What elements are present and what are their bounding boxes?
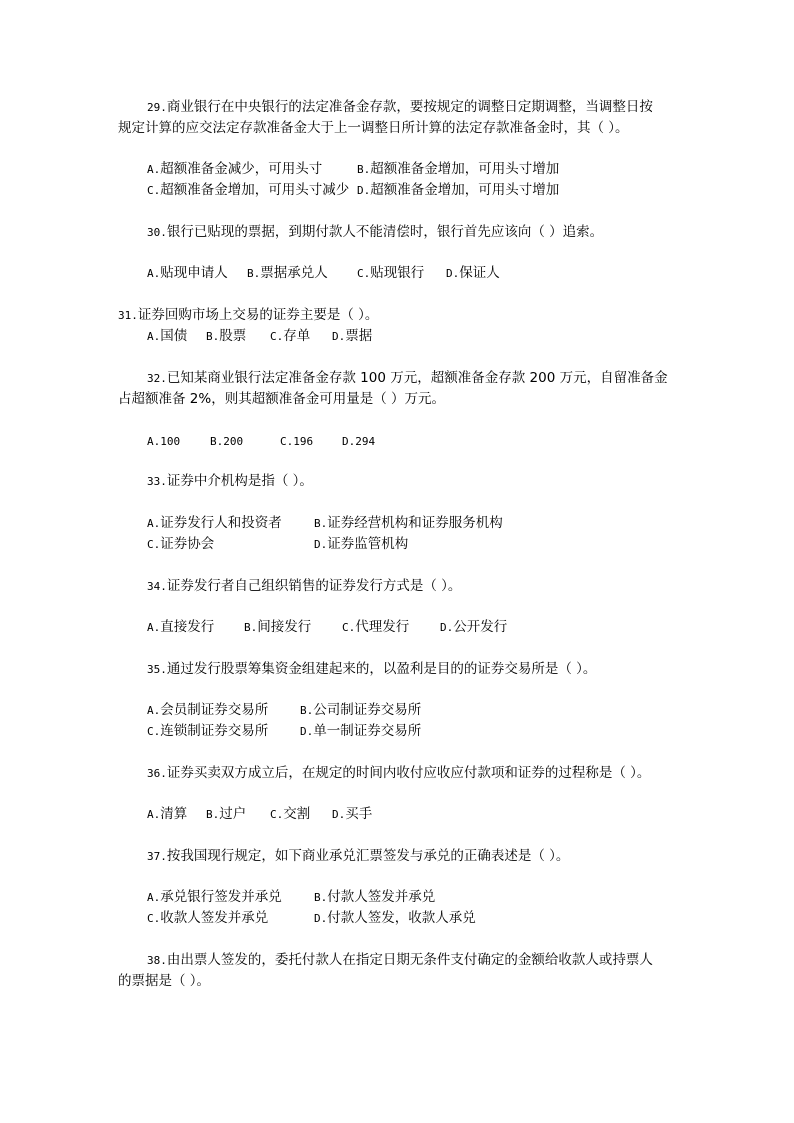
question-number: 38. bbox=[147, 954, 167, 967]
option-c: C.收款人签发并承兑 bbox=[147, 910, 269, 926]
option-a: A.承兑银行签发并承兑 bbox=[147, 889, 282, 905]
question-number: 36. bbox=[147, 767, 167, 780]
stem-line: 的票据是（ ）。 bbox=[118, 973, 211, 989]
stem-line: 占超额准备 2%，则其超额准备金可用量是（ ）万元。 bbox=[118, 391, 445, 407]
question-stem bbox=[147, 659, 596, 680]
question-number: 37. bbox=[147, 850, 167, 863]
option-c: C.超额准备金增加，可用头寸减少 bbox=[147, 182, 350, 198]
option-c: C.存单 bbox=[270, 328, 311, 344]
stem-line: 规定计算的应交法定存款准备金大于上一调整日所计算的法定存款准备金时，其（ ）。 bbox=[118, 120, 629, 136]
question-number: 30. bbox=[147, 226, 167, 239]
question-stem bbox=[147, 846, 569, 867]
stem-line: 按我国现行规定，如下商业承兑汇票签发与承兑的正确表述是（ ）。 bbox=[166, 848, 570, 864]
question-number: 33. bbox=[147, 475, 167, 488]
option-b: B.股票 bbox=[206, 328, 247, 344]
stem-line: 商业银行在中央银行的法定准备金存款，要按规定的调整日定期调整，当调整日按 bbox=[166, 99, 653, 115]
question-number: 34. bbox=[147, 580, 167, 593]
question-stem bbox=[147, 950, 653, 971]
option-a: A.会员制证券交易所 bbox=[147, 702, 269, 718]
option-c: C.代理发行 bbox=[342, 619, 410, 635]
stem-line: 已知某商业银行法定准备金存款 100 万元，超额准备金存款 200 万元，自留准备金 bbox=[166, 370, 668, 386]
option-c: C.连锁制证券交易所 bbox=[147, 723, 269, 739]
option-b: B.200 bbox=[210, 435, 244, 448]
question-number: 29. bbox=[147, 101, 167, 114]
question-stem bbox=[118, 305, 378, 326]
question-stem bbox=[147, 763, 650, 784]
option-a: A.证券发行人和投资者 bbox=[147, 515, 282, 531]
stem-line: 证券回购市场上交易的证券主要是（ ）。 bbox=[137, 307, 379, 323]
question-stem bbox=[147, 97, 653, 118]
stem-line: 通过发行股票筹集资金组建起来的，以盈利是目的的证券交易所是（ ）。 bbox=[166, 661, 597, 677]
option-a: A.100 bbox=[147, 435, 181, 448]
option-d: D.付款人签发，收款人承兑 bbox=[314, 910, 476, 926]
option-b: B.证券经营机构和证券服务机构 bbox=[314, 515, 503, 531]
option-d: D.买手 bbox=[332, 806, 373, 822]
stem-line: 由出票人签发的，委托付款人在指定日期无条件支付确定的金额给收款人或持票人 bbox=[166, 952, 653, 968]
option-c: C.交割 bbox=[270, 806, 311, 822]
option-a: A.清算 bbox=[147, 806, 188, 822]
option-b: B.付款人签发并承兑 bbox=[314, 889, 436, 905]
stem-line: 证券发行者自己组织销售的证券发行方式是（ ）。 bbox=[166, 578, 462, 594]
option-a: A.贴现申请人 bbox=[147, 265, 228, 281]
option-d: D.294 bbox=[342, 435, 376, 448]
option-d: D.超额准备金增加，可用头寸增加 bbox=[357, 182, 560, 198]
option-b: B.超额准备金增加，可用头寸增加 bbox=[357, 161, 560, 177]
option-d: D.证券监管机构 bbox=[314, 536, 409, 552]
option-c: C.证券协会 bbox=[147, 536, 215, 552]
question-stem bbox=[147, 222, 603, 243]
option-d: D.单一制证券交易所 bbox=[300, 723, 422, 739]
option-a: A.国债 bbox=[147, 328, 188, 344]
question-number: 32. bbox=[147, 372, 167, 385]
option-a: A.直接发行 bbox=[147, 619, 215, 635]
question-stem bbox=[147, 471, 313, 492]
stem-line: 证券买卖双方成立后，在规定的时间内收付应收应付款项和证券的过程称是（ ）。 bbox=[166, 765, 651, 781]
option-b: B.过户 bbox=[206, 806, 247, 822]
option-b: B.间接发行 bbox=[244, 619, 312, 635]
option-d: D.公开发行 bbox=[440, 619, 508, 635]
stem-line: 银行已贴现的票据，到期付款人不能清偿时，银行首先应该向（ ）追索。 bbox=[166, 224, 604, 240]
option-b: B.票据承兑人 bbox=[247, 265, 328, 281]
question-number: 35. bbox=[147, 663, 167, 676]
question-number: 31. bbox=[118, 309, 138, 322]
option-c: C.贴现银行 bbox=[357, 265, 425, 281]
option-c: C.196 bbox=[280, 435, 314, 448]
option-d: D.票据 bbox=[332, 328, 373, 344]
option-a: A.超额准备金减少，可用头寸 bbox=[147, 161, 323, 177]
option-d: D.保证人 bbox=[446, 265, 500, 281]
stem-line: 证券中介机构是指（ ）。 bbox=[166, 473, 313, 489]
question-stem bbox=[147, 368, 668, 389]
option-b: B.公司制证券交易所 bbox=[300, 702, 422, 718]
question-stem bbox=[147, 576, 461, 597]
